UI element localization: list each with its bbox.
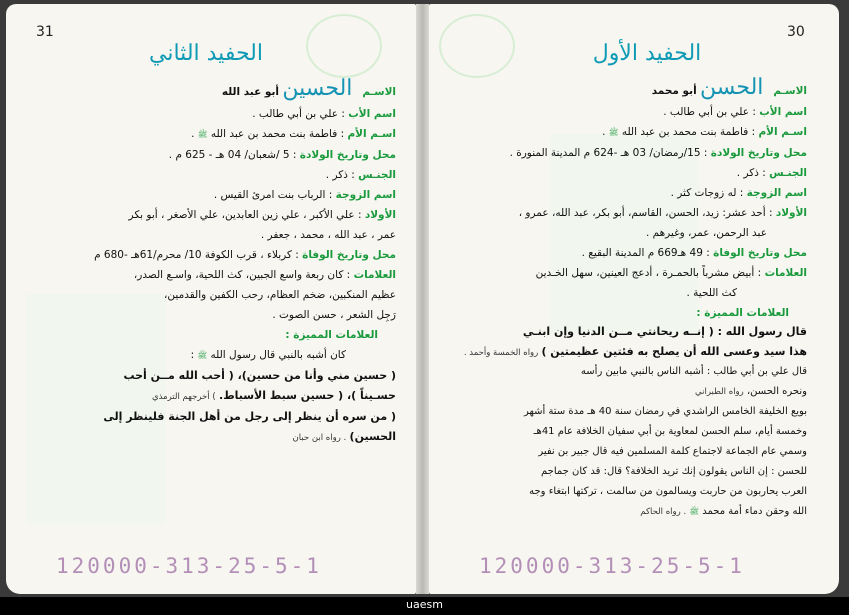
mother-row: اسـم الأم : فاطمة بنت محمد بن عبد الله ﷺ . (191, 128, 396, 140)
father-row: اسم الأب : علي بن أبي طالب . (663, 106, 807, 118)
birth-row: محل وتاريخ الولادة : 15/رمضان/ 03 هـ -624 م المدينة المنورة . (509, 147, 807, 159)
birth-row: محل وتاريخ الولادة : 5 /شعبان/ 04 هـ - 625 م . (168, 149, 396, 161)
page-number: 31 (36, 24, 54, 40)
distinct-line-8: للحسن : إن الناس يقولون إنك تريد الخلافة؟ قال: قد كان جماجم (541, 466, 807, 477)
page-title: الحفيد الثاني (149, 41, 263, 66)
distinct-line-10: الله وحقن دماء أمة محمد ﷺ . رواه الحاكم (640, 506, 807, 517)
marks-row-2: عظيم المنكبين، ضخم العظام، رحب الكفين والقدمين، (164, 289, 396, 301)
distinct-line-3: قال علي بن أبي طالب : أشبه الناس بالنبي مابين رأسه (580, 366, 807, 377)
marks-row: العلامات : أبيض مشرباً بالحمـرة ، أدعج العينين، سهل الخـدين (535, 267, 807, 279)
right-page (429, 4, 839, 594)
distinct-line-4: ونحره الحسن، رواه الطبراني (695, 386, 807, 397)
gender-row: الجنـس : ذكر . (325, 169, 396, 181)
page-number: 30 (787, 24, 805, 40)
distinct-marks-body (437, 323, 807, 523)
gender-row: الجنـس : ذكر . (736, 167, 807, 179)
person-name: الحسين (282, 76, 353, 101)
serial-number: 120000-313-25-5-1 (479, 554, 745, 578)
distinct-line-6: وخمسة أيام، سلم الحسن لمعاوية بن أبي سفيان الخلافة عام 41هـ (533, 426, 807, 437)
distinct-marks-heading: العلامات المميزة : (696, 307, 789, 319)
marks-row-3: رَجِل الشعر ، حسن الصوت . (272, 309, 396, 321)
name-row: الاسـم الحسن أبو محمد (651, 75, 807, 100)
distinct-line-1: كان أشبه بالنبي قال رسول الله ﷺ : (190, 349, 346, 361)
children-row: الأولاد : علي الأكبر ، علي زين العابدين، علي الأصغر ، أبو بكر (128, 209, 396, 221)
distinct-line-1: قال رسول الله : ( إنــه ريحانتي مــن الدنيا وإن ابنـي (522, 325, 807, 338)
children-row: الأولاد : أحد عشر: زيد، الحسن، القاسم، أبو بكر، عبد الله، عمرو ، (518, 207, 807, 219)
distinct-line-4: ( من سره أن ينظر إلى رجل من أهل الجنة فلينظر إلى (103, 410, 396, 423)
left-page-content (26, 34, 396, 448)
children-row-2: عمر ، عبد الله ، محمد ، جعفر . (260, 229, 396, 241)
footer-site-name: uaesm (406, 598, 443, 611)
distinct-line-7: وسمي عام الجماعة لاجتماع كلمة المسلمين فيه قال جبير بن نفير (538, 446, 807, 457)
serial-number: 120000-313-25-5-1 (56, 554, 322, 578)
children-row-2: عبد الرحمن، عمر، وغيرهم . (645, 227, 767, 239)
distinct-line-5: الحسين) . رواه ابن حبان (292, 430, 396, 443)
distinct-line-2: ( حسين مني وأنا من حسين)، ( أحب الله مــن أحب (123, 369, 396, 382)
distinct-marks-heading: العلامات المميزة : (285, 329, 378, 341)
name-row: الاسـم الحسين أبو عبد الله (221, 76, 396, 101)
distinct-line-5: بويع الخليفة الخامس الراشدي في رمضان سنة 40 هـ مدة ستة أشهر (523, 406, 807, 417)
person-name: الحسن (700, 75, 764, 100)
distinct-line-9: العرب يحاربون من حاربت ويسالمون من سالمت ، تركتها ابتغاء وجه (529, 486, 807, 497)
right-page-content (437, 34, 807, 523)
distinct-line-3: حسـيناً )، ( حسين سبط الأسباط. ) أخرجهم الترمذي (151, 389, 396, 402)
book-gutter (416, 4, 429, 594)
death-row: محل وتاريخ الوفاة : كربلاء ، قرب الكوفة 10/ محرم/61هـ -680 م (94, 249, 396, 261)
distinct-line-2: هذا سيد وعسى الله أن يصلح به فئتين عظيمتين ) رواه الخمسة وأحمد . (463, 345, 807, 358)
wife-row: اسم الزوجة : الرباب بنت امرئ القيس . (213, 189, 396, 201)
left-page (6, 4, 416, 594)
father-row: اسم الأب : علي بن أبي طالب . (252, 108, 396, 120)
marks-row-2: كث اللحية . (686, 287, 737, 299)
death-row: محل وتاريخ الوفاة : 49 هـ669 م المدينة البقيع . (581, 247, 807, 259)
page-title: الحفيد الأول (592, 41, 702, 66)
mother-row: اسـم الأم : فاطمة بنت محمد بن عبد الله ﷺ . (602, 126, 807, 138)
marks-row: العلامات : كان ربعة واسع الجبين، كث اللحية، واسـع الصدر، (133, 269, 396, 281)
wife-row: اسم الزوجة : له زوجات كثر . (670, 187, 807, 199)
